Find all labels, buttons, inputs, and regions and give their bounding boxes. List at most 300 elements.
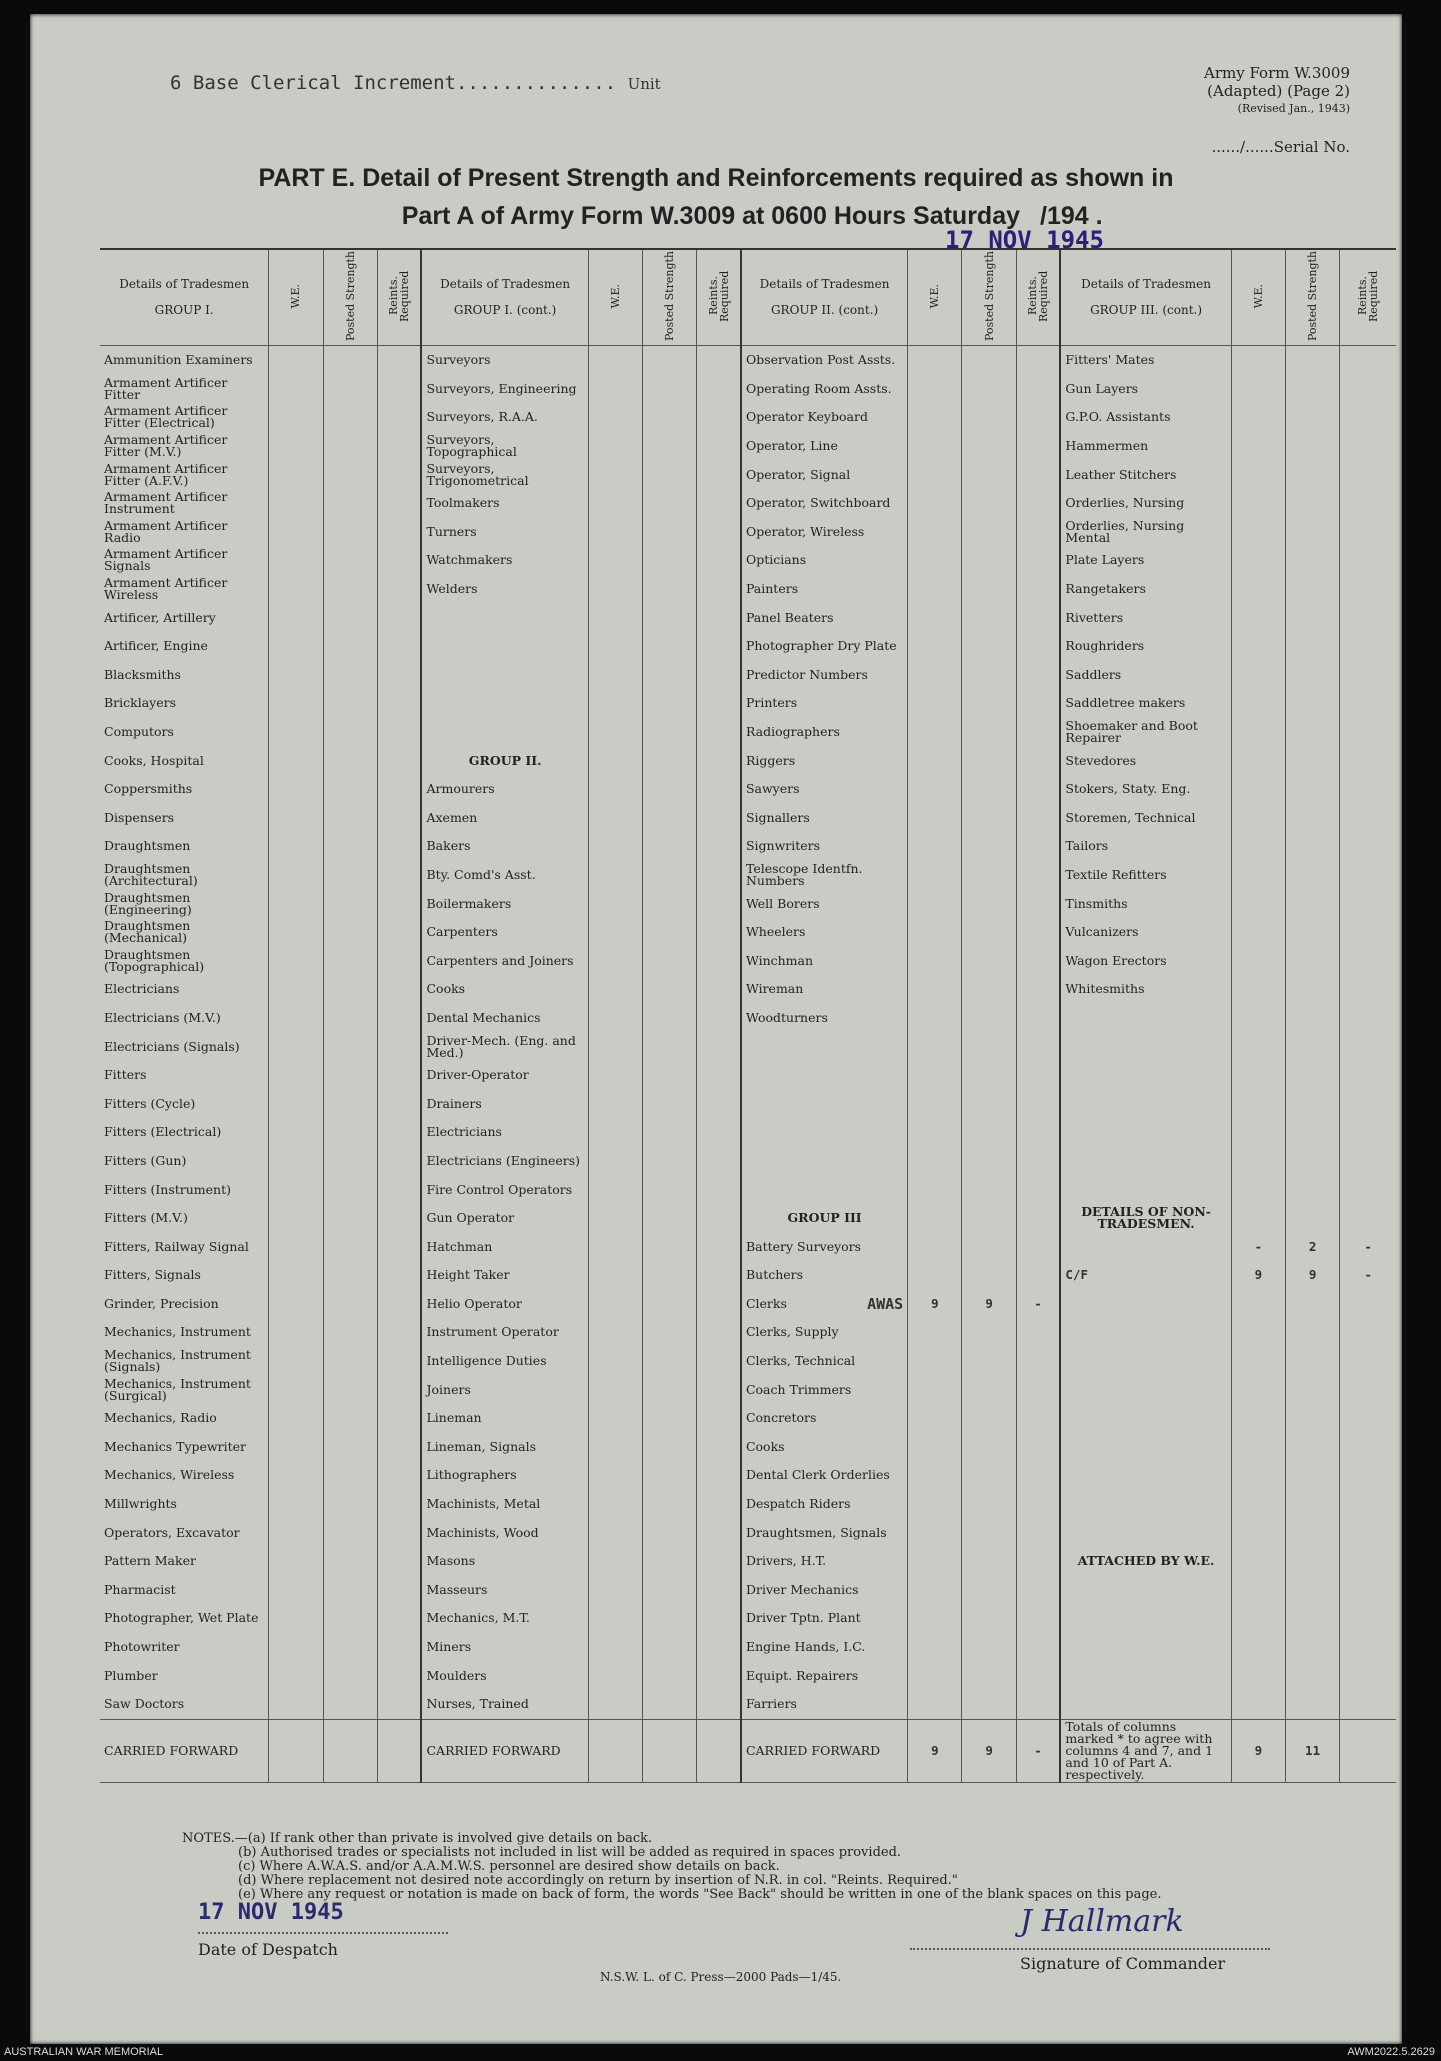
reints-cell[interactable] bbox=[1016, 1690, 1060, 1719]
reints-cell[interactable] bbox=[377, 403, 421, 432]
posted-cell[interactable] bbox=[962, 1204, 1016, 1233]
we-cell[interactable] bbox=[1231, 1690, 1285, 1719]
we-cell[interactable] bbox=[269, 718, 323, 747]
we-cell[interactable] bbox=[269, 403, 323, 432]
reints-cell[interactable] bbox=[1340, 603, 1396, 632]
posted-cell[interactable] bbox=[1285, 403, 1339, 432]
posted-cell[interactable] bbox=[323, 460, 377, 489]
we-cell[interactable] bbox=[588, 1604, 642, 1633]
reints-cell[interactable] bbox=[377, 661, 421, 690]
posted-cell[interactable] bbox=[1285, 746, 1339, 775]
reints-cell[interactable] bbox=[1340, 1032, 1396, 1061]
reints-cell[interactable] bbox=[377, 346, 421, 375]
posted-cell[interactable] bbox=[323, 918, 377, 947]
we-cell[interactable] bbox=[269, 460, 323, 489]
posted-cell[interactable] bbox=[323, 1061, 377, 1090]
we-cell[interactable] bbox=[1231, 1089, 1285, 1118]
reints-cell[interactable] bbox=[1340, 460, 1396, 489]
posted-cell[interactable] bbox=[962, 975, 1016, 1004]
reints-cell[interactable] bbox=[377, 861, 421, 890]
posted-cell[interactable] bbox=[643, 1404, 697, 1433]
we-cell[interactable] bbox=[588, 1089, 642, 1118]
reints-cell[interactable] bbox=[1340, 1375, 1396, 1404]
reints-cell[interactable] bbox=[377, 1661, 421, 1690]
we-cell[interactable] bbox=[588, 403, 642, 432]
posted-cell[interactable] bbox=[323, 1461, 377, 1490]
we-cell[interactable] bbox=[1231, 889, 1285, 918]
posted-cell[interactable] bbox=[962, 918, 1016, 947]
we-cell[interactable] bbox=[1231, 689, 1285, 718]
we-cell[interactable] bbox=[269, 1175, 323, 1204]
reints-cell[interactable] bbox=[697, 1547, 741, 1576]
reints-cell[interactable] bbox=[1016, 975, 1060, 1004]
reints-cell[interactable] bbox=[1340, 1175, 1396, 1204]
we-cell[interactable] bbox=[588, 1518, 642, 1547]
reints-cell[interactable] bbox=[377, 603, 421, 632]
posted-cell[interactable] bbox=[962, 1147, 1016, 1176]
posted-cell[interactable] bbox=[1285, 432, 1339, 461]
reints-cell[interactable] bbox=[697, 804, 741, 833]
reints-cell[interactable] bbox=[697, 1404, 741, 1433]
reints-cell[interactable] bbox=[697, 1604, 741, 1633]
posted-cell[interactable] bbox=[1285, 546, 1339, 575]
we-cell[interactable] bbox=[269, 432, 323, 461]
posted-cell[interactable] bbox=[1285, 1147, 1339, 1176]
posted-cell[interactable] bbox=[1285, 1290, 1339, 1319]
reints-cell[interactable] bbox=[697, 432, 741, 461]
posted-cell[interactable] bbox=[962, 1547, 1016, 1576]
reints-cell[interactable] bbox=[1340, 746, 1396, 775]
we-cell[interactable] bbox=[1231, 746, 1285, 775]
reints-cell[interactable] bbox=[697, 489, 741, 518]
posted-cell[interactable] bbox=[962, 1576, 1016, 1605]
we-cell[interactable] bbox=[1231, 1461, 1285, 1490]
posted-cell[interactable] bbox=[1285, 1633, 1339, 1662]
reints-cell[interactable] bbox=[377, 1290, 421, 1319]
reints-cell[interactable] bbox=[1340, 861, 1396, 890]
we-cell[interactable] bbox=[908, 804, 962, 833]
reints-cell[interactable] bbox=[697, 689, 741, 718]
we-cell[interactable] bbox=[269, 918, 323, 947]
posted-cell[interactable] bbox=[1285, 489, 1339, 518]
we-cell[interactable] bbox=[588, 1175, 642, 1204]
reints-cell[interactable] bbox=[697, 518, 741, 547]
we-cell[interactable] bbox=[269, 489, 323, 518]
posted-cell[interactable] bbox=[323, 432, 377, 461]
reints-cell[interactable] bbox=[697, 1661, 741, 1690]
reints-cell[interactable] bbox=[1016, 1147, 1060, 1176]
reints-cell[interactable] bbox=[1340, 575, 1396, 604]
reints-cell[interactable] bbox=[1016, 1089, 1060, 1118]
we-cell[interactable] bbox=[588, 1232, 642, 1261]
posted-cell[interactable] bbox=[323, 603, 377, 632]
reints-cell[interactable] bbox=[377, 1032, 421, 1061]
posted-cell[interactable] bbox=[323, 1433, 377, 1462]
we-cell[interactable] bbox=[908, 375, 962, 404]
we-cell[interactable] bbox=[588, 489, 642, 518]
we-cell[interactable] bbox=[908, 1032, 962, 1061]
posted-cell[interactable] bbox=[1285, 975, 1339, 1004]
we-cell[interactable] bbox=[908, 632, 962, 661]
we-cell[interactable] bbox=[908, 889, 962, 918]
posted-cell[interactable] bbox=[1285, 1318, 1339, 1347]
reints-cell[interactable] bbox=[377, 1690, 421, 1719]
posted-cell[interactable] bbox=[323, 575, 377, 604]
reints-cell[interactable] bbox=[377, 1118, 421, 1147]
reints-cell[interactable] bbox=[1016, 1518, 1060, 1547]
we-cell[interactable] bbox=[1231, 1318, 1285, 1347]
posted-cell[interactable] bbox=[962, 1232, 1016, 1261]
reints-cell[interactable] bbox=[1016, 1261, 1060, 1290]
posted-cell[interactable] bbox=[1285, 375, 1339, 404]
posted-cell[interactable] bbox=[1285, 1547, 1339, 1576]
reints-cell[interactable] bbox=[697, 1032, 741, 1061]
posted-cell[interactable] bbox=[323, 832, 377, 861]
reints-cell[interactable] bbox=[377, 489, 421, 518]
posted-cell[interactable] bbox=[323, 689, 377, 718]
posted-cell[interactable] bbox=[962, 1490, 1016, 1519]
reints-cell[interactable] bbox=[697, 889, 741, 918]
posted-cell[interactable] bbox=[323, 1089, 377, 1118]
we-cell[interactable] bbox=[1231, 832, 1285, 861]
reints-cell[interactable] bbox=[377, 746, 421, 775]
reints-cell[interactable] bbox=[1016, 1604, 1060, 1633]
we-cell[interactable] bbox=[908, 1375, 962, 1404]
we-cell[interactable] bbox=[1231, 1661, 1285, 1690]
we-cell[interactable] bbox=[908, 1089, 962, 1118]
we-cell[interactable] bbox=[1231, 1633, 1285, 1662]
posted-cell[interactable] bbox=[643, 1661, 697, 1690]
we-cell[interactable] bbox=[908, 1061, 962, 1090]
reints-cell[interactable] bbox=[1016, 575, 1060, 604]
we-cell[interactable] bbox=[588, 1118, 642, 1147]
we-cell[interactable] bbox=[908, 432, 962, 461]
we-cell[interactable] bbox=[1231, 804, 1285, 833]
we-cell[interactable] bbox=[908, 861, 962, 890]
we-cell[interactable] bbox=[1231, 718, 1285, 747]
we-cell[interactable] bbox=[1231, 1490, 1285, 1519]
reints-cell[interactable] bbox=[697, 1089, 741, 1118]
reints-cell[interactable] bbox=[377, 718, 421, 747]
posted-cell[interactable] bbox=[643, 746, 697, 775]
reints-cell[interactable] bbox=[1016, 1118, 1060, 1147]
reints-cell[interactable] bbox=[697, 1347, 741, 1376]
posted-cell[interactable] bbox=[962, 1032, 1016, 1061]
reints-cell[interactable] bbox=[1340, 918, 1396, 947]
reints-cell[interactable]: - bbox=[1340, 1261, 1396, 1290]
we-cell[interactable] bbox=[269, 975, 323, 1004]
reints-cell[interactable] bbox=[1016, 460, 1060, 489]
reints-cell[interactable] bbox=[697, 346, 741, 375]
reints-cell[interactable] bbox=[377, 1261, 421, 1290]
reints-cell[interactable] bbox=[377, 460, 421, 489]
we-cell[interactable] bbox=[269, 1433, 323, 1462]
posted-cell[interactable] bbox=[323, 489, 377, 518]
reints-cell[interactable] bbox=[697, 1204, 741, 1233]
we-cell[interactable] bbox=[588, 632, 642, 661]
posted-cell[interactable] bbox=[1285, 346, 1339, 375]
we-cell[interactable] bbox=[908, 546, 962, 575]
we-cell[interactable] bbox=[1231, 1604, 1285, 1633]
reints-cell[interactable] bbox=[1016, 1661, 1060, 1690]
reints-cell[interactable] bbox=[697, 1318, 741, 1347]
reints-cell[interactable] bbox=[1016, 1461, 1060, 1490]
posted-cell[interactable] bbox=[643, 375, 697, 404]
reints-cell[interactable] bbox=[1340, 346, 1396, 375]
reints-cell[interactable] bbox=[377, 918, 421, 947]
posted-cell[interactable] bbox=[643, 1490, 697, 1519]
we-cell[interactable] bbox=[588, 718, 642, 747]
we-cell[interactable] bbox=[908, 1633, 962, 1662]
we-cell[interactable] bbox=[908, 1004, 962, 1033]
posted-cell[interactable] bbox=[1285, 804, 1339, 833]
posted-cell[interactable] bbox=[962, 546, 1016, 575]
reints-cell[interactable] bbox=[697, 1004, 741, 1033]
reints-cell[interactable] bbox=[697, 1690, 741, 1719]
reints-cell[interactable] bbox=[1016, 1004, 1060, 1033]
posted-cell[interactable] bbox=[962, 375, 1016, 404]
we-cell[interactable] bbox=[1231, 1518, 1285, 1547]
posted-cell[interactable] bbox=[962, 775, 1016, 804]
posted-cell[interactable] bbox=[1285, 832, 1339, 861]
reints-cell[interactable] bbox=[1340, 632, 1396, 661]
reints-cell[interactable] bbox=[697, 375, 741, 404]
we-cell[interactable] bbox=[588, 1290, 642, 1319]
reints-cell[interactable] bbox=[377, 1232, 421, 1261]
we-cell[interactable] bbox=[588, 603, 642, 632]
posted-cell[interactable] bbox=[323, 1518, 377, 1547]
reints-cell[interactable] bbox=[1016, 861, 1060, 890]
we-cell[interactable] bbox=[588, 804, 642, 833]
reints-cell[interactable] bbox=[697, 861, 741, 890]
we-cell[interactable] bbox=[908, 1318, 962, 1347]
we-cell[interactable] bbox=[588, 432, 642, 461]
reints-cell[interactable] bbox=[697, 832, 741, 861]
we-cell[interactable] bbox=[269, 575, 323, 604]
reints-cell[interactable] bbox=[1340, 975, 1396, 1004]
we-cell[interactable] bbox=[588, 1404, 642, 1433]
we-cell[interactable] bbox=[1231, 1433, 1285, 1462]
posted-cell[interactable] bbox=[643, 804, 697, 833]
reints-cell[interactable] bbox=[697, 1518, 741, 1547]
we-cell[interactable] bbox=[588, 1375, 642, 1404]
posted-cell[interactable] bbox=[643, 1061, 697, 1090]
posted-cell[interactable] bbox=[1285, 661, 1339, 690]
posted-cell[interactable] bbox=[323, 403, 377, 432]
we-cell[interactable] bbox=[908, 1547, 962, 1576]
posted-cell[interactable]: 9 bbox=[962, 1290, 1016, 1319]
we-cell[interactable] bbox=[269, 689, 323, 718]
we-cell[interactable] bbox=[908, 460, 962, 489]
we-cell[interactable] bbox=[588, 1490, 642, 1519]
posted-cell[interactable] bbox=[323, 746, 377, 775]
posted-cell[interactable] bbox=[962, 832, 1016, 861]
reints-cell[interactable] bbox=[1340, 1204, 1396, 1233]
reints-cell[interactable] bbox=[377, 1175, 421, 1204]
posted-cell[interactable] bbox=[643, 946, 697, 975]
we-cell[interactable] bbox=[269, 1004, 323, 1033]
we-cell[interactable] bbox=[269, 746, 323, 775]
reints-cell[interactable] bbox=[697, 1461, 741, 1490]
reints-cell[interactable] bbox=[697, 1175, 741, 1204]
reints-cell[interactable] bbox=[1340, 546, 1396, 575]
reints-cell[interactable] bbox=[1016, 1490, 1060, 1519]
reints-cell[interactable] bbox=[1016, 632, 1060, 661]
reints-cell[interactable] bbox=[697, 975, 741, 1004]
reints-cell[interactable] bbox=[1340, 1118, 1396, 1147]
posted-cell[interactable] bbox=[643, 718, 697, 747]
we-cell[interactable] bbox=[269, 1147, 323, 1176]
reints-cell[interactable] bbox=[1340, 775, 1396, 804]
we-cell[interactable] bbox=[588, 1004, 642, 1033]
reints-cell[interactable] bbox=[377, 432, 421, 461]
we-cell[interactable] bbox=[269, 518, 323, 547]
reints-cell[interactable] bbox=[697, 775, 741, 804]
posted-cell[interactable] bbox=[643, 861, 697, 890]
we-cell[interactable] bbox=[269, 1347, 323, 1376]
we-cell[interactable] bbox=[1231, 1375, 1285, 1404]
posted-cell[interactable] bbox=[323, 1175, 377, 1204]
posted-cell[interactable] bbox=[323, 1347, 377, 1376]
we-cell[interactable] bbox=[588, 1204, 642, 1233]
posted-cell[interactable] bbox=[962, 1175, 1016, 1204]
posted-cell[interactable] bbox=[643, 489, 697, 518]
we-cell[interactable] bbox=[908, 575, 962, 604]
posted-cell[interactable] bbox=[962, 1690, 1016, 1719]
posted-cell[interactable] bbox=[323, 1375, 377, 1404]
we-cell[interactable] bbox=[269, 1261, 323, 1290]
posted-cell[interactable] bbox=[1285, 1004, 1339, 1033]
posted-cell[interactable] bbox=[323, 1032, 377, 1061]
we-cell[interactable] bbox=[908, 946, 962, 975]
reints-cell[interactable] bbox=[377, 889, 421, 918]
reints-cell[interactable] bbox=[697, 1290, 741, 1319]
we-cell[interactable] bbox=[1231, 1404, 1285, 1433]
reints-cell[interactable] bbox=[697, 460, 741, 489]
posted-cell[interactable] bbox=[962, 1404, 1016, 1433]
reints-cell[interactable] bbox=[1340, 1089, 1396, 1118]
posted-cell[interactable] bbox=[323, 804, 377, 833]
we-cell[interactable] bbox=[1231, 1204, 1285, 1233]
posted-cell[interactable] bbox=[1285, 1061, 1339, 1090]
reints-cell[interactable] bbox=[1340, 718, 1396, 747]
posted-cell[interactable] bbox=[1285, 1576, 1339, 1605]
posted-cell[interactable] bbox=[1285, 1347, 1339, 1376]
reints-cell[interactable] bbox=[697, 575, 741, 604]
we-cell[interactable] bbox=[269, 889, 323, 918]
reints-cell[interactable] bbox=[377, 1576, 421, 1605]
we-cell[interactable] bbox=[908, 1347, 962, 1376]
we-cell[interactable] bbox=[908, 1690, 962, 1719]
we-cell[interactable] bbox=[1231, 1118, 1285, 1147]
posted-cell[interactable] bbox=[962, 1604, 1016, 1633]
reints-cell[interactable] bbox=[1340, 1690, 1396, 1719]
we-cell[interactable]: 9 bbox=[908, 1290, 962, 1319]
reints-cell[interactable] bbox=[377, 775, 421, 804]
we-cell[interactable] bbox=[908, 403, 962, 432]
reints-cell[interactable] bbox=[1016, 946, 1060, 975]
posted-cell[interactable] bbox=[643, 1175, 697, 1204]
reints-cell[interactable] bbox=[1340, 518, 1396, 547]
we-cell[interactable] bbox=[588, 1576, 642, 1605]
posted-cell[interactable] bbox=[323, 661, 377, 690]
posted-cell[interactable] bbox=[962, 1061, 1016, 1090]
we-cell[interactable] bbox=[269, 375, 323, 404]
posted-cell[interactable] bbox=[962, 661, 1016, 690]
reints-cell[interactable] bbox=[377, 689, 421, 718]
posted-cell[interactable] bbox=[962, 1004, 1016, 1033]
reints-cell[interactable] bbox=[697, 1490, 741, 1519]
posted-cell[interactable] bbox=[1285, 1661, 1339, 1690]
posted-cell[interactable] bbox=[1285, 689, 1339, 718]
reints-cell[interactable] bbox=[1340, 1290, 1396, 1319]
we-cell[interactable] bbox=[908, 689, 962, 718]
reints-cell[interactable] bbox=[1340, 1518, 1396, 1547]
we-cell[interactable] bbox=[908, 518, 962, 547]
we-cell[interactable] bbox=[269, 546, 323, 575]
posted-cell[interactable] bbox=[962, 804, 1016, 833]
posted-cell[interactable] bbox=[323, 1318, 377, 1347]
we-cell[interactable] bbox=[908, 1175, 962, 1204]
we-cell[interactable] bbox=[588, 1261, 642, 1290]
posted-cell[interactable] bbox=[1285, 889, 1339, 918]
posted-cell[interactable] bbox=[1285, 460, 1339, 489]
we-cell[interactable]: - bbox=[1231, 1232, 1285, 1261]
we-cell[interactable] bbox=[588, 1318, 642, 1347]
posted-cell[interactable] bbox=[643, 575, 697, 604]
reints-cell[interactable] bbox=[377, 1490, 421, 1519]
posted-cell[interactable] bbox=[643, 1204, 697, 1233]
posted-cell[interactable] bbox=[1285, 1604, 1339, 1633]
posted-cell[interactable] bbox=[643, 1032, 697, 1061]
posted-cell[interactable] bbox=[962, 1433, 1016, 1462]
reints-cell[interactable] bbox=[1340, 1404, 1396, 1433]
posted-cell[interactable] bbox=[1285, 1089, 1339, 1118]
posted-cell[interactable] bbox=[323, 1118, 377, 1147]
reints-cell[interactable] bbox=[1016, 1633, 1060, 1662]
we-cell[interactable] bbox=[588, 918, 642, 947]
posted-cell[interactable] bbox=[323, 1576, 377, 1605]
reints-cell[interactable]: - bbox=[1016, 1290, 1060, 1319]
we-cell[interactable] bbox=[908, 832, 962, 861]
reints-cell[interactable] bbox=[377, 546, 421, 575]
we-cell[interactable] bbox=[269, 1661, 323, 1690]
posted-cell[interactable] bbox=[962, 946, 1016, 975]
posted-cell[interactable] bbox=[643, 975, 697, 1004]
reints-cell[interactable] bbox=[1016, 889, 1060, 918]
reints-cell[interactable] bbox=[377, 1461, 421, 1490]
we-cell[interactable] bbox=[1231, 518, 1285, 547]
we-cell[interactable] bbox=[908, 346, 962, 375]
reints-cell[interactable] bbox=[377, 518, 421, 547]
we-cell[interactable] bbox=[269, 1547, 323, 1576]
posted-cell[interactable] bbox=[323, 775, 377, 804]
we-cell[interactable] bbox=[588, 460, 642, 489]
posted-cell[interactable] bbox=[643, 632, 697, 661]
posted-cell[interactable] bbox=[962, 746, 1016, 775]
reints-cell[interactable] bbox=[1016, 918, 1060, 947]
reints-cell[interactable] bbox=[697, 661, 741, 690]
posted-cell[interactable] bbox=[323, 1290, 377, 1319]
we-cell[interactable] bbox=[588, 1032, 642, 1061]
posted-cell[interactable] bbox=[1285, 1461, 1339, 1490]
reints-cell[interactable] bbox=[1016, 1318, 1060, 1347]
we-cell[interactable] bbox=[1231, 918, 1285, 947]
we-cell[interactable] bbox=[588, 1347, 642, 1376]
we-cell[interactable] bbox=[1231, 432, 1285, 461]
posted-cell[interactable] bbox=[1285, 1204, 1339, 1233]
we-cell[interactable] bbox=[1231, 460, 1285, 489]
